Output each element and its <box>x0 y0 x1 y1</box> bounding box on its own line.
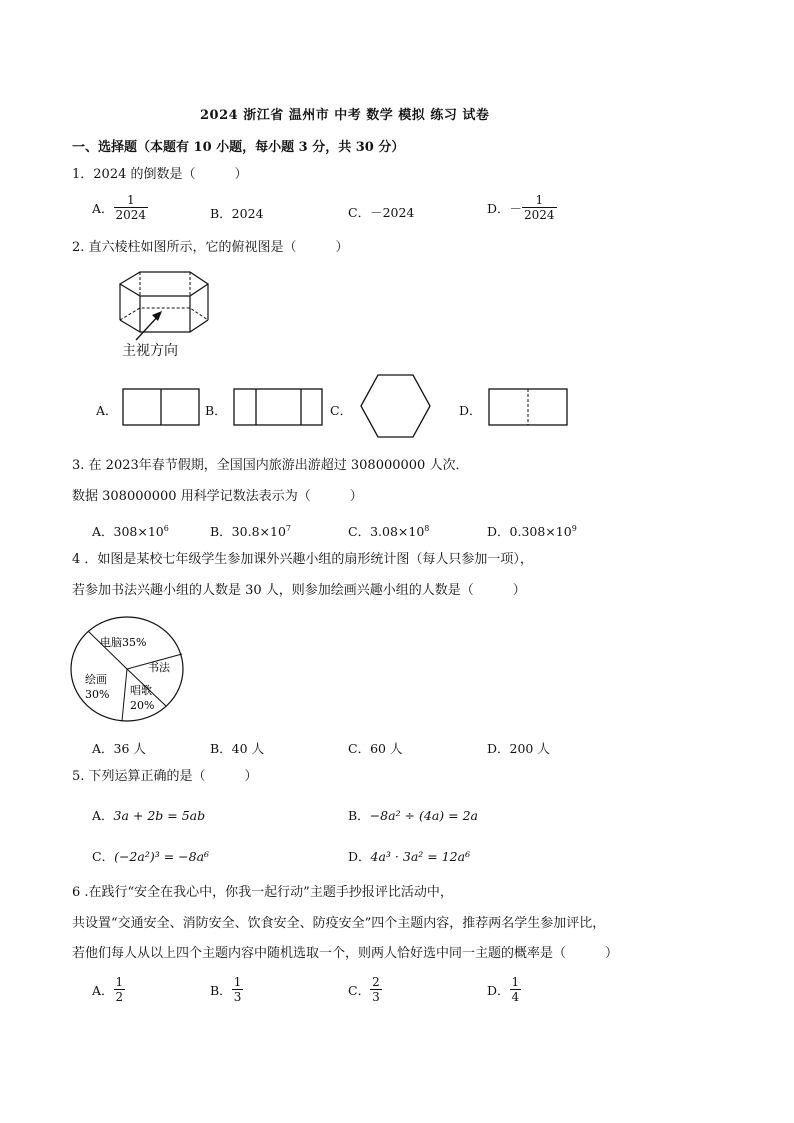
q4-option-b[interactable]: B．40 人 <box>210 741 265 756</box>
expression: −8a² ÷ (4a) = 2a <box>369 808 478 823</box>
option-text: C．3.08×10 <box>348 524 425 539</box>
option-label: A． <box>92 982 114 998</box>
expression: 4a³ · 3a² = 12a⁶ <box>370 849 471 864</box>
exponent: 9 <box>571 523 577 533</box>
exponent: 7 <box>285 523 291 533</box>
q1-option-d[interactable] <box>487 193 557 222</box>
denominator: 3 <box>372 990 380 1004</box>
fraction <box>370 975 382 1004</box>
figure-caption: 主视方向 <box>122 343 178 359</box>
pie-divider-4 <box>122 669 127 721</box>
exponent: 6 <box>163 523 169 533</box>
option-text: A．308×10 <box>92 524 164 539</box>
fraction <box>510 975 522 1004</box>
option-text: D．0.308×10 <box>487 524 572 539</box>
q3-option-c[interactable] <box>348 522 429 540</box>
numerator: 1 <box>233 975 242 989</box>
option-b-shape[interactable] <box>233 388 325 428</box>
q2-option-b-label[interactable]: B． <box>205 403 227 418</box>
denominator: 3 <box>233 990 242 1004</box>
option-label: D．－ <box>487 200 523 216</box>
question-4-stem-1: 4 ．如图是某校七年级学生参加课外兴趣小组的扇形统计图（每人只参加一项）， <box>72 552 533 567</box>
question-1-stem: 1．2024 的倒数是（ ） <box>72 167 248 182</box>
page-title: 2024 浙江省 温州市 中考 数学 模拟 练习 试卷 <box>200 108 490 123</box>
q1-option-a[interactable] <box>92 193 148 222</box>
slice-percent-singing: 20% <box>130 699 155 712</box>
q4-option-a[interactable]: A．36 人 <box>92 741 146 756</box>
option-label: B． <box>210 982 232 998</box>
slice-label-painting: 绘画 <box>85 673 107 686</box>
q2-option-c-label[interactable]: C． <box>330 403 353 418</box>
question-6-stem-2: 共设置“交通安全、消防安全、饮食安全、防疫安全”四个主题内容，推荐两名学生参加评比， <box>72 916 606 931</box>
option-label: A． <box>92 808 114 823</box>
option-text: B．30.8×10 <box>210 524 286 539</box>
fraction <box>232 975 244 1004</box>
option-label: A． <box>92 200 114 216</box>
question-2-stem: 2. 直六棱柱如图所示，它的俯视图是（ ） <box>72 240 349 255</box>
q6-option-c[interactable] <box>348 975 382 1004</box>
q5-option-d[interactable] <box>348 847 470 865</box>
question-5-stem: 5. 下列运算正确的是（ ） <box>72 769 258 784</box>
q3-option-d[interactable] <box>487 522 577 540</box>
option-c-hexagon[interactable] <box>358 372 434 440</box>
denominator: 2 <box>115 990 124 1004</box>
q5-option-a[interactable] <box>92 806 205 824</box>
q6-option-d[interactable] <box>487 975 521 1004</box>
q3-option-a[interactable] <box>92 522 169 540</box>
q5-option-b[interactable] <box>348 806 478 824</box>
numerator: 1 <box>126 193 135 207</box>
exponent: 8 <box>424 523 430 533</box>
q2-option-d-label[interactable]: D． <box>459 403 482 418</box>
option-label: B． <box>348 808 370 823</box>
question-6-stem-3: 若他们每人从以上四个主题内容中随机选取一个，则两人恰好选中同一主题的概率是（ ） <box>72 946 619 961</box>
slice-label-calligraphy: 书法 <box>148 661 170 674</box>
fraction <box>114 975 126 1004</box>
q1-option-c[interactable]: C．－2024 <box>348 205 415 220</box>
numerator: 2 <box>372 975 380 989</box>
q3-option-b[interactable] <box>210 522 291 540</box>
slice-label-singing: 唱歌 <box>130 684 152 697</box>
q1-option-b[interactable]: B．2024 <box>210 206 264 221</box>
numerator: 1 <box>511 975 520 989</box>
section-heading: 一、选择题（本题有 10 小题，每小题 3 分，共 30 分） <box>72 140 405 155</box>
fraction <box>114 193 149 222</box>
q4-option-c[interactable]: C．60 人 <box>348 741 403 756</box>
question-6-stem-1: 6 .在践行“安全在我心中，你我一起行动”主题手抄报评比活动中， <box>72 885 453 900</box>
question-3-stem-1: 3. 在 2023年春节假期，全国国内旅游出游超过 308000000 人次． <box>72 458 469 473</box>
option-label: D． <box>348 849 371 864</box>
question-3-stem-2: 数据 308000000 用科学记数法表示为（ ） <box>72 489 363 504</box>
question-4-stem-2: 若参加书法兴趣小组的人数是 30 人，则参加绘画兴趣小组的人数是（ ） <box>72 583 526 598</box>
option-a-shape[interactable] <box>122 388 202 428</box>
pie-chart <box>68 614 188 726</box>
q2-option-a-label[interactable]: A． <box>96 403 118 418</box>
q6-option-b[interactable] <box>210 975 243 1004</box>
slice-label-computer: 电脑35% <box>100 636 147 649</box>
denominator: 4 <box>511 990 520 1004</box>
numerator: 1 <box>535 193 544 207</box>
option-label: D． <box>487 982 510 998</box>
q6-option-a[interactable] <box>92 975 125 1004</box>
denominator: 2024 <box>115 208 147 222</box>
numerator: 1 <box>115 975 124 989</box>
expression: (−2a²)³ = −8a⁶ <box>114 849 210 864</box>
option-label: C． <box>348 982 371 998</box>
fraction <box>522 193 557 222</box>
q4-option-d[interactable]: D．200 人 <box>487 741 550 756</box>
expression: 3a + 2b = 5ab <box>113 808 206 823</box>
option-d-shape[interactable] <box>488 388 570 428</box>
slice-percent-painting: 30% <box>85 688 110 701</box>
q5-option-c[interactable] <box>92 847 209 865</box>
denominator: 2024 <box>524 208 555 222</box>
option-label: C． <box>92 849 115 864</box>
